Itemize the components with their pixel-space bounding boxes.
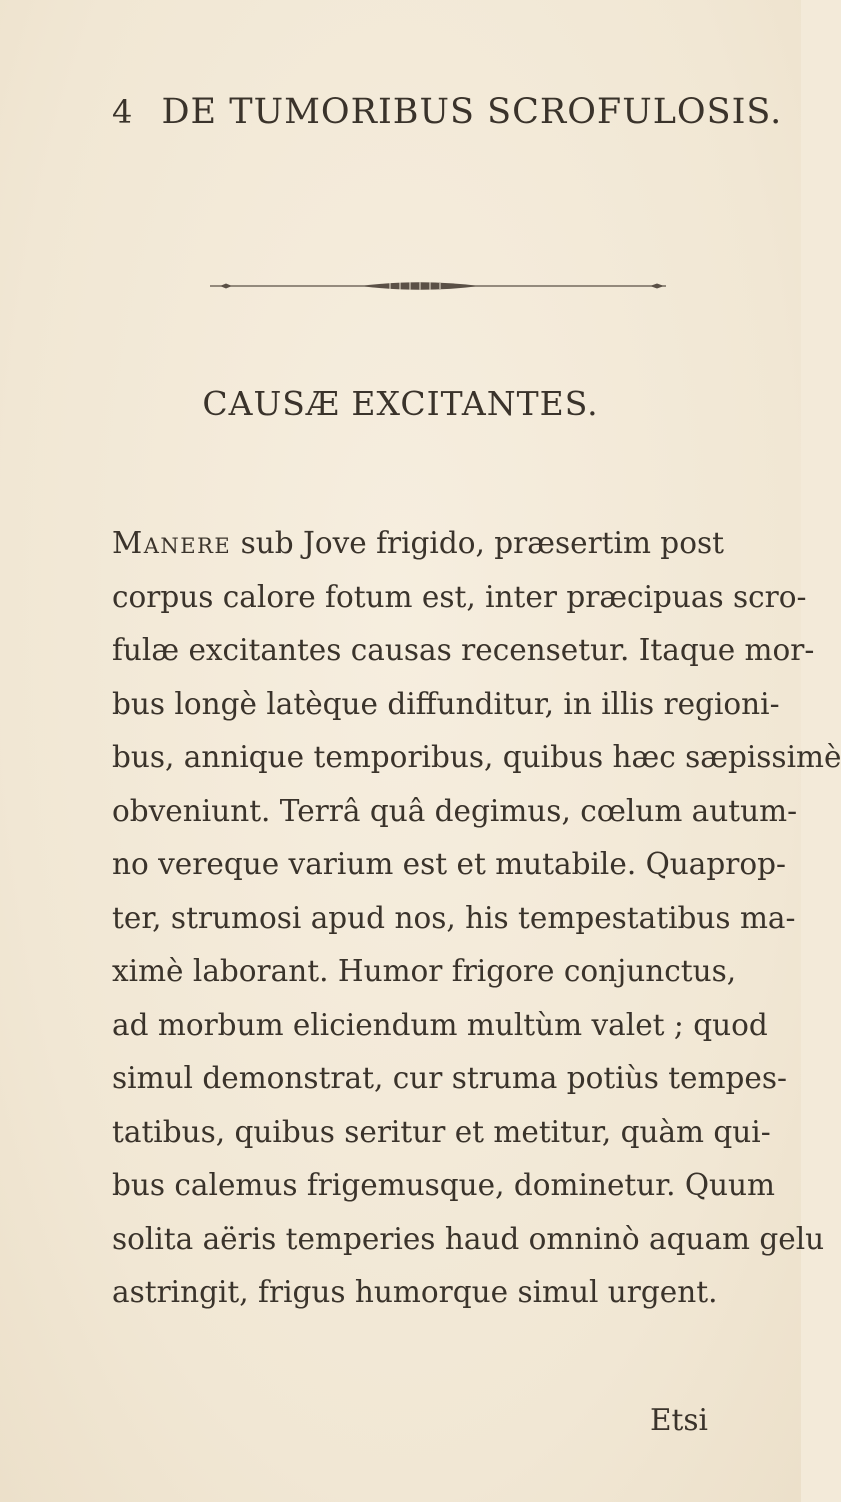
text-line: solita aëris temperies haud omninò aquam gelu [112, 1221, 825, 1256]
text-line: bus, annique temporibus, quibus hæc sæpissimè [112, 740, 841, 774]
body-text [112, 517, 841, 1320]
text-line: bus calemus frigemusque, dominetur. Quum [112, 1168, 776, 1202]
first-line-rest: sub Jove frigido, præsertim post [231, 526, 724, 560]
text-line: ximè laborant. Humor frigore conjunctus, [112, 954, 737, 988]
text-line: bus longè latèque diffunditur, in illis regioni- [112, 686, 780, 721]
text-line: no vereque varium est et mutabile. Quaprop- [112, 847, 786, 881]
text-line: obveniunt. Terrâ quâ degimus, cœlum autum- [112, 793, 798, 828]
running-head [112, 92, 783, 142]
section-heading: CAUSÆ EXCITANTES. [202, 384, 599, 423]
text-line: astringit, frigus humorque simul urgent. [112, 1275, 718, 1309]
text-line: ter, strumosi apud nos, his tempestatibus ma- [112, 900, 796, 935]
text-line: corpus calore fotum est, inter præcipuas scro- [112, 579, 807, 614]
text-line: ad morbum eliciendum multùm valet ; quod [112, 1007, 768, 1042]
page-number: 4 [112, 93, 134, 131]
text-line [112, 517, 724, 571]
text-line: tatibus, quibus seritur et metitur, quàm qui- [112, 1114, 771, 1149]
text-line: simul demonstrat, cur struma potiùs tempes- [112, 1061, 787, 1095]
decorative-rule [210, 281, 666, 291]
text-line: fulæ excitantes causas recensetur. Itaque mor- [112, 633, 815, 667]
running-title: DE TUMORIBUS SCROFULOSIS. [161, 92, 783, 132]
drop-word: Manere [112, 526, 232, 560]
catchword: Etsi [650, 1403, 708, 1437]
